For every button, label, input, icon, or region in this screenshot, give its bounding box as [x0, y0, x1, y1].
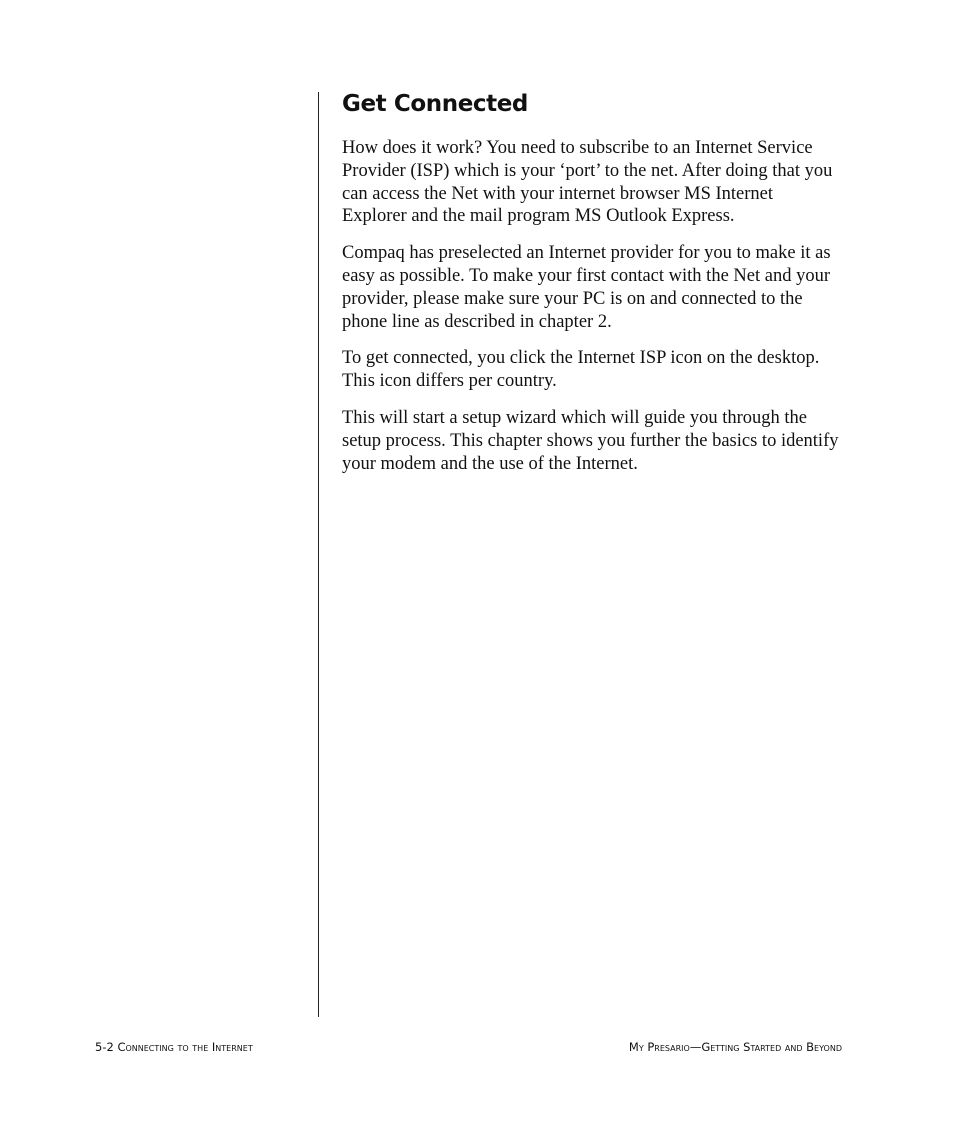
- main-content: [342, 88, 842, 489]
- paragraph-3: To get connected, you click the Internet ISP icon on the desktop. This icon differs per country.: [342, 348, 820, 392]
- margin-rule: [318, 92, 319, 1017]
- paragraph-2: Compaq has preselected an Internet provider for you to make it as easy as possible. To make your first contact with the Net and your provider, please make sure your PC is on and connected to the phone line as described in chapter 2.: [342, 243, 831, 332]
- footer-chapter-title: 5-2 Connecting to the Internet: [95, 1040, 253, 1054]
- section-heading: Get Connected: [342, 91, 528, 117]
- paragraph-1: How does it work? You need to subscribe to an Internet Service Provider (ISP) which is your ‘port’ to the net. After doing that you can access the Net with your internet browser MS Internet Explorer and the mail program MS Outlook Express.: [342, 138, 833, 227]
- paragraph-4: This will start a setup wizard which will guide you through the setup process. This chapter shows you further the basics to identify your modem and the use of the Internet.: [342, 407, 839, 474]
- footer-book-title: My Presario—Getting Started and Beyond: [628, 1040, 842, 1054]
